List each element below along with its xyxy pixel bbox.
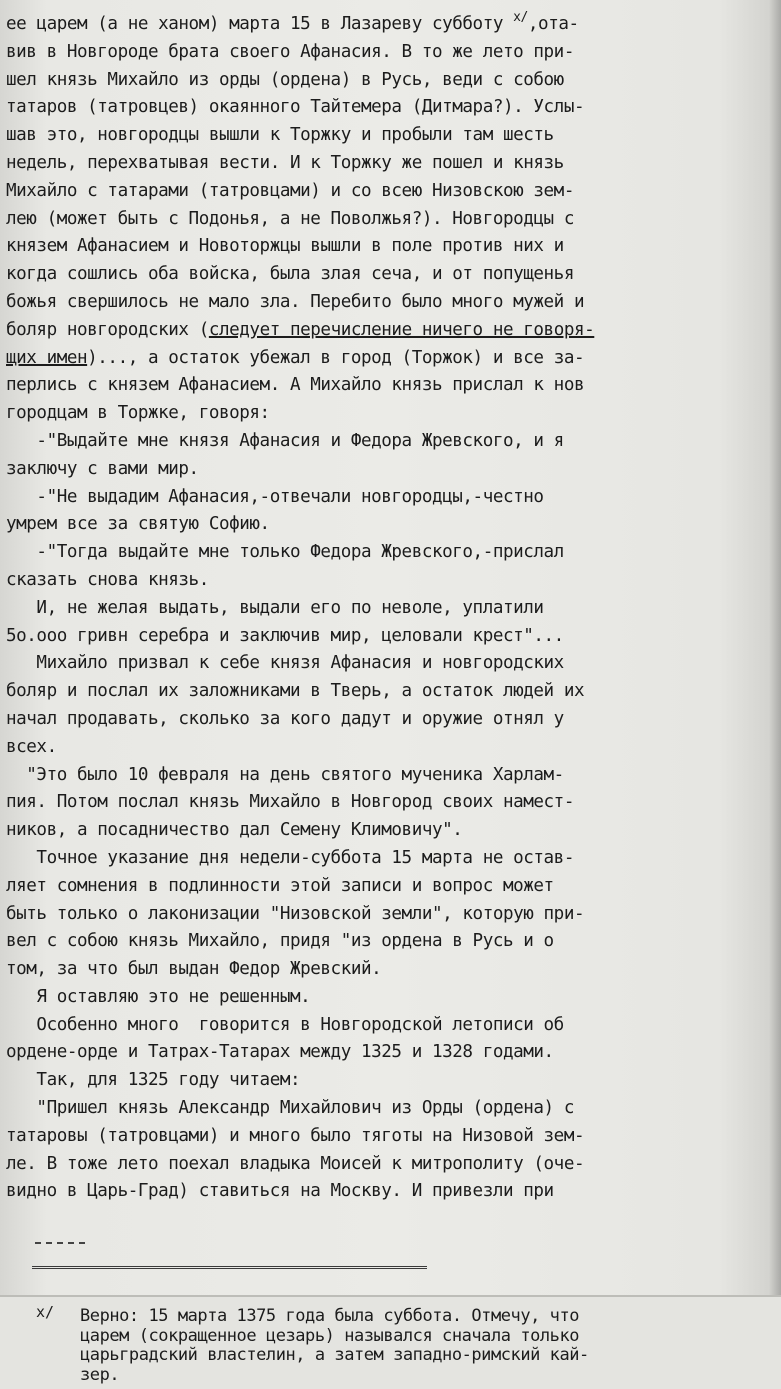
text-line: -"Выдайте мне князя Афанасия и Федора Жревского, и я (6, 430, 564, 451)
text-line: видно в Царь-Град) ставиться на Москву. И привезли при (6, 1181, 554, 1202)
text-line: боляр и послал их заложниками в Тверь, а остаток людей их (6, 681, 585, 702)
text-line: лею (может быть с Подонья, а не Поволжья?). Новгородцы с (6, 208, 574, 229)
footnote-line: зер. (80, 1365, 120, 1385)
text-line: умрем все за святую Софию. (6, 514, 270, 535)
text-line: божья свершилось не мало зла. Перебито было много мужей и (6, 291, 585, 312)
text-line: вив в Новгороде брата своего Афанасия. В то же лето при- (6, 41, 574, 62)
text-line: боляр новгородских (следует перечисление ничего не говоря- (6, 319, 595, 340)
text-line: Я оставляю это не решенным. (6, 986, 311, 1007)
footnote-line: царем (сокращенное цезарь) назывался сначала только (80, 1326, 580, 1346)
text-line: ников, а посадничество дал Семену Климовичу". (6, 820, 463, 841)
text-line: когда сошлись оба войска, была злая сеча, и от попущенья (6, 264, 574, 285)
text-line: -"Тогда выдайте мне только Федора Жревского,-прислал (6, 542, 564, 563)
continuation-dash (35, 1242, 85, 1244)
text-line: городцам в Торжке, говоря: (6, 403, 270, 424)
text-line: перлись с князем Афанасием. А Михайло князь прислал к нов (6, 375, 585, 396)
text-line: вел с собою князь Михайло, придя "из ордена в Русь и о (6, 931, 554, 952)
footnote-line: царьградский властелин, а затем западно-римский кай- (80, 1346, 589, 1365)
text-line: пия. Потом послал князь Михайло в Новгород своих намест- (6, 792, 574, 813)
text-line: том, за что был выдан Федор Жревский. (6, 959, 382, 980)
underlined-remark-end: щих имен (6, 347, 88, 368)
text-line: Михайло призвал к себе князя Афанасия и новгородских (6, 653, 564, 674)
text-line: шав это, новгородцы вышли к Торжку и пробыли там шесть (6, 125, 554, 146)
text-line: Михайло с татарами (татровцами) и со всею Низовскою зем- (6, 180, 574, 201)
text-line: ее царем (а не ханом) марта 15 в Лазареву субботу $^{x/}$,ота- (6, 10, 579, 34)
footnote-block (0, 1295, 781, 1389)
text-line: И, не желая выдать, выдали его по неволе, уплатили (6, 597, 544, 618)
text-line: -"Не выдадим Афанасия,-отвечали новгородцы,-честно (6, 486, 544, 507)
text-line: 5о.ооо гривн серебра и заключив мир, целовали крест"... (6, 625, 564, 646)
text-line: татаров (татровцев) окаянного Тайтемера (Дитмара?). Услы- (6, 97, 585, 118)
text-line: шел князь Михайло из орды (ордена) в Русь, веди с собою (6, 69, 564, 90)
text-line: князем Афанасием и Новоторжцы вышли в поле против них и (6, 236, 564, 257)
footnote-line: Верно: 15 марта 1375 года была суббота. Отмечу, что (80, 1307, 580, 1326)
text-line: всех. (6, 736, 57, 757)
text-line: сказать снова князь. (6, 569, 209, 590)
text-line: "Пришел князь Александр Михайлович из Орды (ордена) с (6, 1098, 574, 1119)
text-line: ле. В тоже лето поехал владыка Моисей к митрополиту (оче- (6, 1153, 585, 1174)
text-line: ляет сомнения в подлинности этой записи и вопрос может (6, 875, 554, 896)
text-line: заключу с вами мир. (6, 458, 199, 479)
text-line: ордене-орде и Татрах-Татарах между 1325 и 1328 годами. (6, 1042, 554, 1063)
text-line: недель, перехватывая вести. И к Торжку же пошел и князь (6, 152, 564, 173)
text-line: щих имен)..., а остаток убежал в город (Торжок) и все за- (6, 347, 585, 368)
text-line: "Это было 10 февраля на день святого мученика Харлам- (6, 764, 564, 785)
text-line: начал продавать, сколько за кого дадут и оружие отнял у (6, 708, 564, 729)
underlined-remark: следует перечисление ничего не говоря- (208, 319, 595, 340)
footnote-mark: x/ (36, 1303, 55, 1321)
main-text-block (6, 4, 778, 1206)
text-line: Так, для 1325 году читаем: (6, 1070, 301, 1091)
footnote-separator (32, 1266, 427, 1273)
text-line: татаровы (татровцами) и много было тяготы на Низовой зем- (6, 1125, 585, 1146)
text-line: Точное указание дня недели-суббота 15 марта не остав- (6, 847, 574, 868)
footnote-reference: x/ (513, 10, 528, 25)
footnote-text (80, 1307, 780, 1385)
text-line: Особенно много говорится в Новгородской летописи об (6, 1014, 564, 1035)
text-line: быть только о лаконизации "Низовской земли", которую при- (6, 903, 585, 924)
